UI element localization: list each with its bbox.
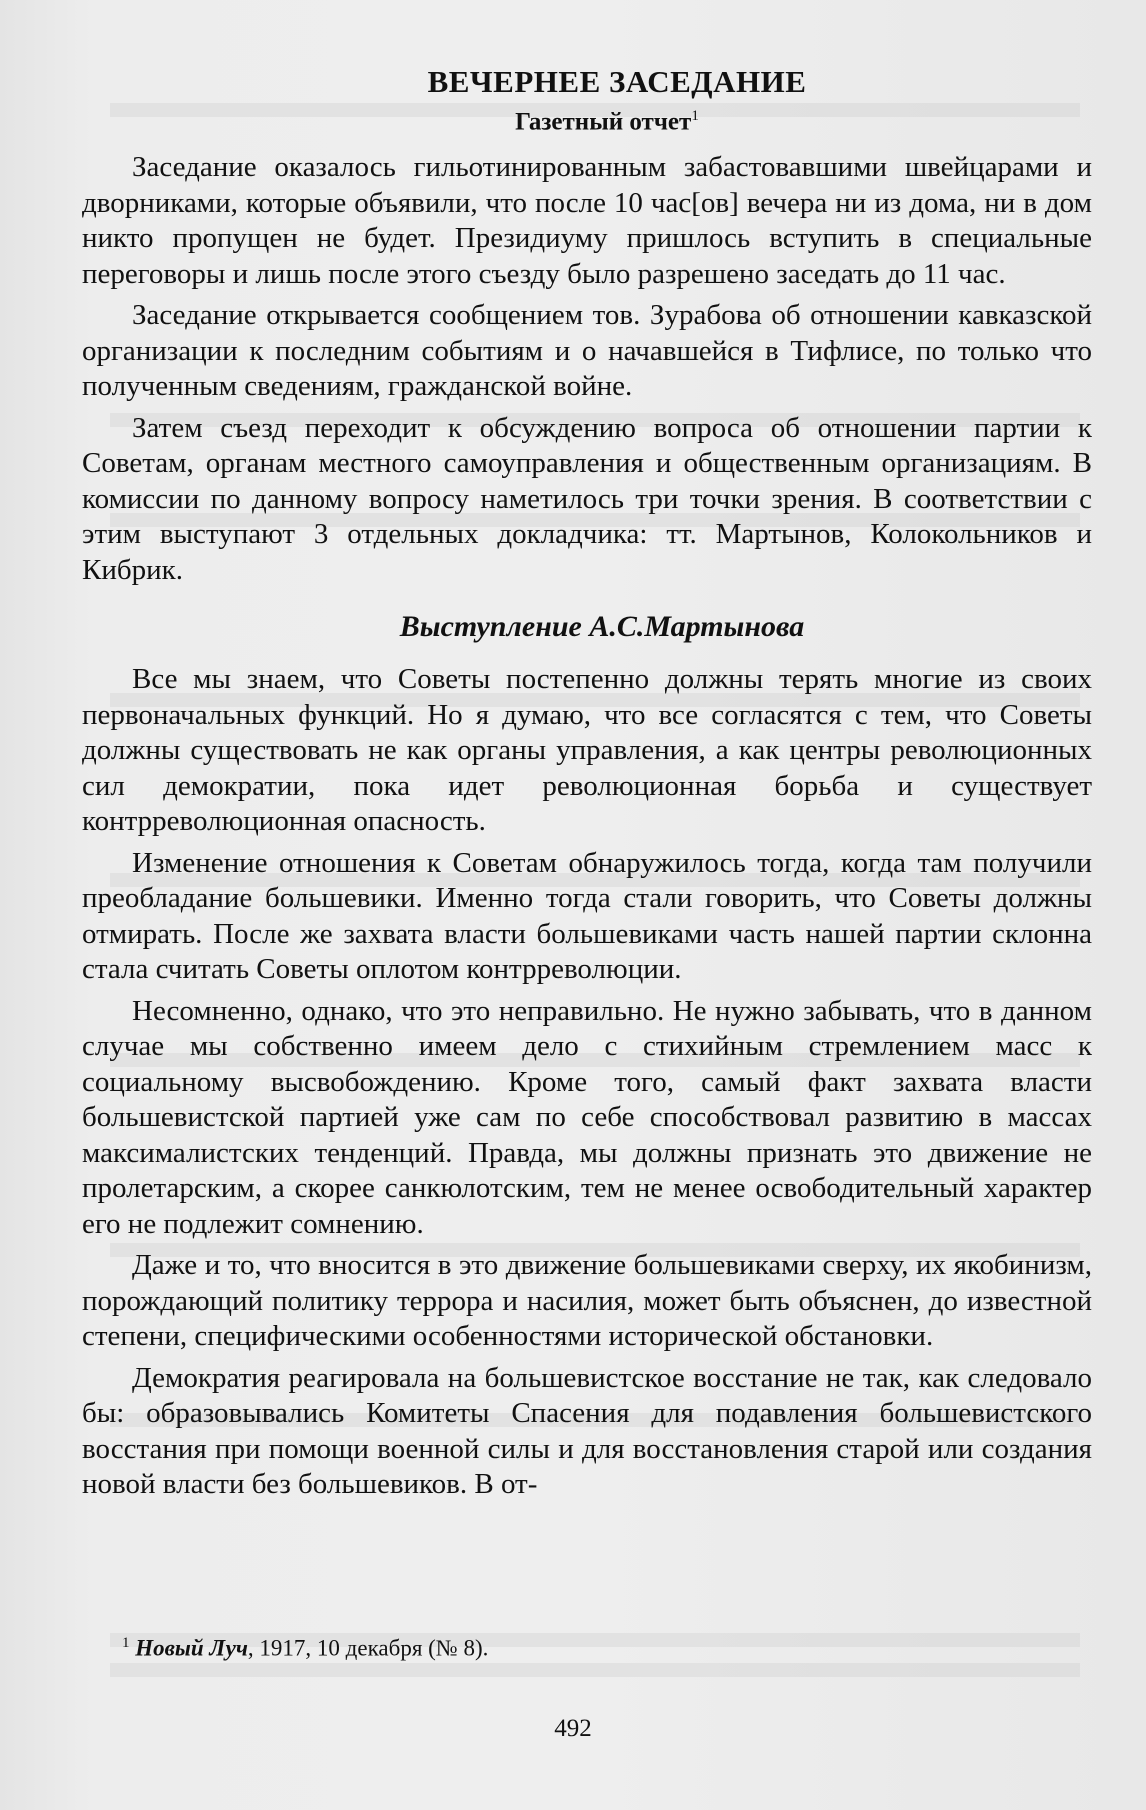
footnote-details: , 1917, 10 декабря (№ 8). (247, 1635, 489, 1661)
footnote-source: Новый Луч (135, 1635, 248, 1661)
paragraph-speech-4: Даже и то, что вносится в это движение большевиками сверху, их якобинизм, порождающий политику террора и насилия, может быть объяснен, до известной степени, специфическими особенностями исторической обстановки. (82, 1249, 1092, 1353)
section-heading: Выступление А.С.Мартынова (399, 610, 805, 644)
paragraph-speech-2: Изменение отношения к Советам обнаружилось тогда, когда там получили преобладание большевики. Именно тогда стали говорить, что Советы должны отмирать. После же захвата власти большевиками часть нашей партии склонна стала считать Советы оплотом контрреволюции. (82, 846, 1092, 986)
subtitle-text: Газетный отчет (515, 108, 692, 136)
paragraph-intro-1: Заседание оказалось гильотинированным забастовавшими швейцарами и дворниками, которые объявили, что после 10 час[ов] вечера ни из дома, ни в дом никто пропущен не будет. Президиуму пришлось вступить в специальные переговоры и лишь после этого съезду было разрешено заседать до 11 час. (82, 151, 1092, 290)
footnote-mark: 1 (122, 1635, 130, 1651)
page-subtitle (82, 108, 1092, 136)
paragraph-speech-5: Демократия реагировала на большевистское восстание не так, как следовало бы: образовывались Комитеты Спасения для подавления большевистского восстания при помощи военной силы и для восстановления старой или создания новой власти без большевиков. В от- (82, 1361, 1092, 1501)
paragraph-intro-2: Заседание открывается сообщением тов. Зурабова об отношении кавказской организации к последним событиям и о начавшейся в Тифлисе, по только что полученным сведениям, гражданской войне. (82, 299, 1092, 403)
paragraph-speech-1: Все мы знаем, что Советы постепенно должны терять многие из своих первоначальных функций. Но я думаю, что все согласятся с тем, что Советы должны существовать не как органы управления, а как центры революционных сил демократии, пока идет революционная борьба и существует контрреволюционная опасность. (82, 663, 1092, 838)
page-number: 492 (554, 1715, 592, 1742)
footnote (122, 1635, 488, 1662)
paragraph-speech-3: Несомненно, однако, что это неправильно. Не нужно забывать, что в данном случае мы собственно имеем дело с стихийным стремлением масс к социальному высвобождению. Кроме того, самый факт захвата власти большевистской партией уже сам по себе способствовал развитию в массах максималистских тенденций. Правда, мы должны признать это движение не пролетарским, а скорее санкюлотским, тем не менее освободительный характер его не подлежит сомнению. (82, 994, 1092, 1240)
footnote-reference: 1 (691, 108, 699, 124)
page-title: ВЕЧЕРНЕЕ ЗАСЕДАНИЕ (427, 64, 807, 99)
paragraph-intro-3: Затем съезд переходит к обсуждению вопроса об отношении партии к Советам, органам местного самоуправления и общественным организациям. В комиссии по данному вопросу наметилось три точки зрения. В соответствии с этим выступают 3 отдельных докладчика: тт. Мартынов, Колокольников и Кибрик. (82, 411, 1092, 586)
document-body (82, 64, 1092, 1509)
